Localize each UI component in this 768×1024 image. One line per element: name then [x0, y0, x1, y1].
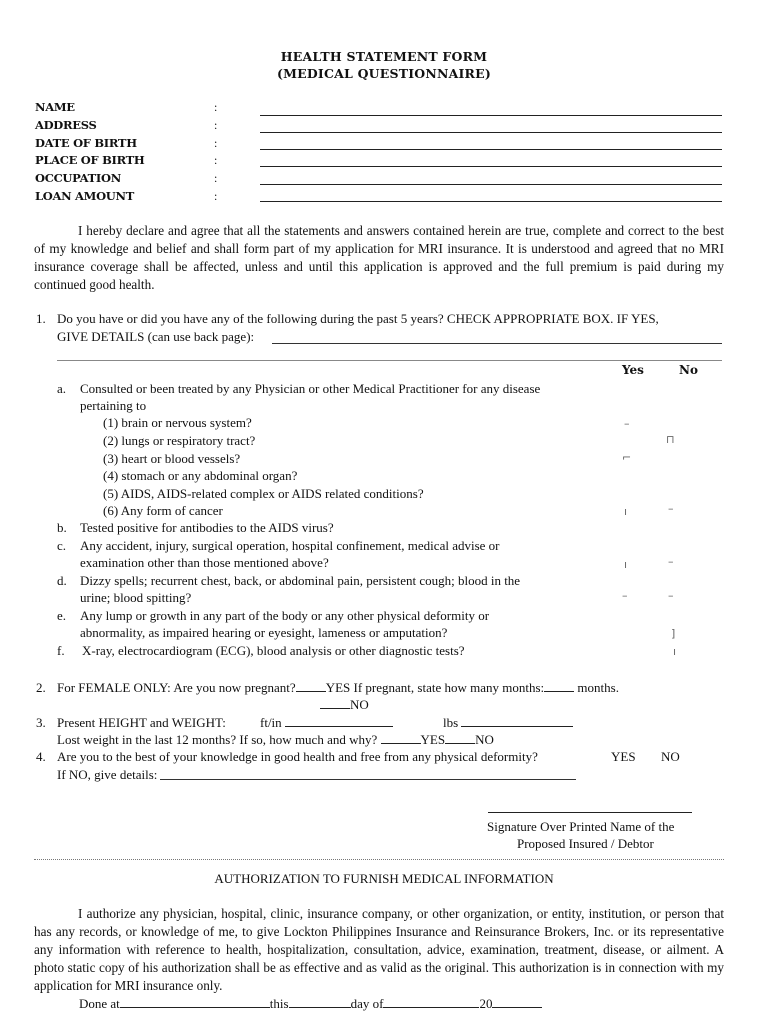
lbs-label: lbs [443, 715, 459, 730]
details-line[interactable] [57, 360, 722, 361]
this-label: this [269, 996, 289, 1011]
weight-field[interactable] [461, 715, 573, 727]
item-letter: c. [57, 538, 67, 553]
signature-caption: Signature Over Printed Name of the [487, 819, 675, 834]
item-a-text-cont: pertaining to [80, 398, 147, 413]
colon: : [214, 153, 218, 167]
address-field[interactable] [260, 132, 722, 133]
q2-months-label: months. [577, 680, 619, 695]
sub-item-heart: (3) heart or blood vessels? [103, 451, 241, 466]
declaration-text: I hereby declare and agree that all the statements and answers contained herein are true, complete and correct to the best of my knowledge and belief and shall form part of my application for MRI insurance. It is understood and agreed that no MRI insurance coverage shall be affected, unless and until this application is approved and the full premium is paid during my continued good health. [34, 223, 724, 292]
item-d-text-cont: urine; blood spitting? [80, 590, 192, 605]
year-prefix: 20 [479, 996, 493, 1011]
item-letter: a. [57, 381, 67, 396]
q3-yes-label: YES [420, 732, 446, 747]
item-e-text: Any lump or growth in any part of the body or any other physical deformity or [80, 608, 490, 623]
weight-group [443, 714, 573, 732]
place-of-birth-field[interactable] [260, 166, 722, 167]
question-1-details-field[interactable] [272, 343, 722, 344]
month-field[interactable] [383, 996, 479, 1008]
occupation-label: OCCUPATION [35, 171, 121, 185]
sub-item-cancer: (6) Any form of cancer [103, 503, 223, 518]
no-checkbox-mark[interactable]: – [668, 555, 674, 568]
q4-yes-option[interactable]: YES [611, 749, 636, 764]
colon: : [214, 118, 218, 132]
name-label: NAME [35, 100, 75, 114]
no-column-header: No [679, 363, 698, 377]
height-field[interactable] [285, 715, 393, 727]
loan-amount-label: LOAN AMOUNT [35, 189, 135, 203]
q2-prompt: For FEMALE ONLY: Are you now pregnant? [57, 680, 296, 695]
item-letter: f. [57, 643, 65, 658]
day-field[interactable] [289, 996, 351, 1008]
q2-no-label: NO [350, 697, 369, 712]
section-divider [34, 859, 724, 860]
form-title: HEALTH STATEMENT FORM [280, 49, 488, 64]
no-checkbox-mark[interactable]: – [668, 589, 674, 602]
colon: : [214, 100, 218, 114]
no-checkbox-mark[interactable]: – [668, 502, 674, 515]
question-4-text: Are you to the best of your knowledge in good health and free from any physical deformity? [57, 749, 538, 764]
year-field[interactable] [492, 996, 542, 1008]
question-number: 3. [36, 715, 46, 730]
no-checkbox-mark[interactable]: ı [673, 645, 677, 658]
item-c-text: Any accident, injury, surgical operation, hospital confinement, medical advise or [80, 538, 500, 553]
question-1-text: Do you have or did you have any of the following during the past 5 years? CHECK APPROPRIATE BOX. IF YES, [57, 311, 659, 326]
question-4-details-field[interactable] [160, 779, 576, 780]
item-letter: b. [57, 520, 67, 535]
date-of-birth-field[interactable] [260, 149, 722, 150]
question-3-weight-loss [57, 731, 494, 749]
authorization-text: I authorize any physician, hospital, clinic, insurance company, or other organization, or entity, institution, or person that has any records, or knowledge of me, to give Lockton Philippines Insurance and Reinsurance Brokers, Inc. or its representative any information with reference to health, hospitalization, consultation, advice, examination, treatment, disease, or ailment. A photo static copy of his authorization shall be as effective and as valid as the original. This authorization is in connection with my application for MRI insurance only. [34, 906, 724, 993]
item-letter: e. [57, 608, 67, 623]
done-at-label: Done at [79, 996, 120, 1011]
weight-loss-yes-blank[interactable] [381, 732, 421, 744]
question-3-text: Present HEIGHT and WEIGHT: [57, 715, 226, 730]
item-c-text-cont: examination other than those mentioned above? [80, 555, 329, 570]
question-2-text [57, 679, 619, 697]
date-of-birth-label: DATE OF BIRTH [35, 136, 137, 150]
ft-in-label: ft/in [260, 715, 282, 730]
question-1-details-label: GIVE DETAILS (can use back page): [57, 329, 255, 344]
yes-checkbox-mark[interactable]: ı [624, 558, 628, 571]
item-a-text: Consulted or been treated by any Physician or other Medical Practitioner for any disease [80, 381, 541, 396]
declaration-paragraph [34, 222, 724, 294]
colon: : [214, 136, 218, 150]
no-checkbox-mark[interactable]: ] [671, 627, 676, 640]
yes-checkbox-mark[interactable]: – [624, 417, 630, 430]
item-b-text: Tested positive for antibodies to the AIDS virus? [80, 520, 334, 535]
q3-no-label: NO [475, 732, 494, 747]
q2-months-prompt: If pregnant, state how many months: [353, 680, 545, 695]
authorization-heading: AUTHORIZATION TO FURNISH MEDICAL INFORMATION [214, 871, 554, 886]
yes-checkbox-mark[interactable]: – [622, 589, 628, 602]
question-number: 1. [36, 311, 46, 326]
item-letter: d. [57, 573, 67, 588]
sub-item-aids: (5) AIDS, AIDS-related complex or AIDS related conditions? [103, 486, 424, 501]
question-2-no [320, 696, 369, 714]
question-number: 4. [36, 749, 46, 764]
colon: : [214, 189, 218, 203]
item-e-text-cont: abnormality, as impaired hearing or eyesight, lameness or amputation? [80, 625, 448, 640]
authorization-paragraph [34, 905, 724, 995]
place-of-birth-label: PLACE OF BIRTH [35, 153, 145, 167]
signature-caption-cont: Proposed Insured / Debtor [517, 836, 654, 851]
yes-column-header: Yes [622, 363, 644, 377]
pregnant-yes-blank[interactable] [296, 680, 326, 692]
no-checkbox-mark[interactable]: ⊓ [666, 433, 675, 446]
colon: : [214, 171, 218, 185]
months-blank[interactable] [544, 680, 574, 692]
height-group [260, 714, 393, 732]
sub-item-brain: (1) brain or nervous system? [103, 415, 252, 430]
yes-checkbox-mark[interactable]: ⌐ [622, 451, 632, 464]
weight-loss-text: Lost weight in the last 12 months? If so, how much and why? [57, 732, 378, 747]
item-d-text: Dizzy spells; recurrent chest, back, or abdominal pain, persistent cough; blood in the [80, 573, 521, 588]
pregnant-no-blank[interactable] [320, 697, 350, 709]
signature-line[interactable] [488, 812, 692, 813]
done-at-line [79, 995, 542, 1013]
address-label: ADDRESS [35, 118, 97, 132]
sub-item-stomach: (4) stomach or any abdominal organ? [103, 468, 298, 483]
loan-amount-field[interactable] [260, 201, 722, 202]
yes-checkbox-mark[interactable]: ı [624, 505, 628, 518]
weight-loss-no-blank[interactable] [445, 732, 475, 744]
sub-item-lungs: (2) lungs or respiratory tract? [103, 433, 256, 448]
day-of-label: day of [350, 996, 384, 1011]
q2-yes-label: YES [325, 680, 351, 695]
question-number: 2. [36, 680, 46, 695]
item-f-text: X-ray, electrocardiogram (ECG), blood analysis or other diagnostic tests? [82, 643, 465, 658]
q4-no-option[interactable]: NO [661, 749, 680, 764]
question-4-details-label: If NO, give details: [57, 767, 158, 782]
occupation-field[interactable] [260, 184, 722, 185]
form-subtitle: (MEDICAL QUESTIONNAIRE) [277, 66, 491, 81]
name-field[interactable] [260, 115, 722, 116]
done-at-field[interactable] [120, 996, 270, 1008]
